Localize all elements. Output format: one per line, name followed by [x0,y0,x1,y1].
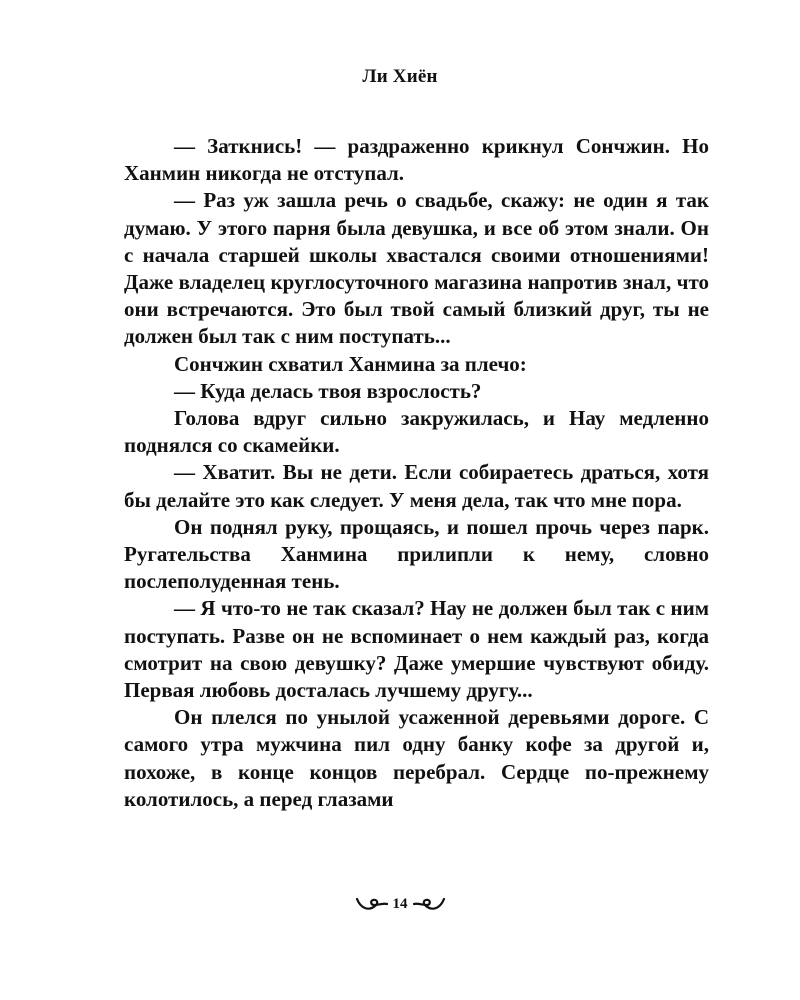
paragraph-1: — Заткнись! — раздраженно крикнул Сончжин. Но Ханмин никогда не отступал. [124,134,709,186]
paragraph-9: Он плелся по унылой усаженной деревьями дороге. С самого утра мужчина пил одну банку кофе за другой и, похоже, в конце концов перебрал. Сердце по-прежнему колотилось, а перед глазами [124,705,709,811]
body-text [124,133,709,813]
paragraph-8: — Я что-то не так сказал? Нау не должен был так с ним поступать. Разве он не вспоминает о нем каждый раз, когда смотрит на свою девушку? Даже умершие чувствуют обиду. Первая любовь досталась лучшему другу... [124,596,709,703]
swash-ornament-left-icon [355,895,389,913]
paragraph-7: Он поднял руку, прощаясь, и пошел прочь через парк. Ругательства Ханмина прилипли к нему, словно послеполуденная тень. [124,514,709,594]
page-folio [0,894,800,914]
paragraph-4: — Куда делась твоя взрослость? [174,378,482,403]
page-number: 14 [392,896,408,912]
swash-ornament-right-icon [412,895,446,913]
paragraph-6: — Хватит. Вы не дети. Если собираетесь драться, хотя бы делайте это как следует. У меня дела, так что мне пора. [124,460,709,512]
paragraph-2: — Раз уж зашла речь о свадьбе, скажу: не один я так думаю. У этого парня была девушка, и все об этом знали. Он с начала старшей школы хвастался своими отношениями! Даже владелец круглосуточного магазина напротив знал, что они встречаются. Это был твой самый близкий друг, ты не должен был так с ним поступать... [124,188,709,349]
running-head-author: Ли Хиён [362,66,438,87]
paragraph-5: Голова вдруг сильно закружилась, и Нау медленно поднялся со скамейки. [124,406,709,458]
paragraph-3: Сончжин схватил Ханмина за плечо: [174,351,527,376]
